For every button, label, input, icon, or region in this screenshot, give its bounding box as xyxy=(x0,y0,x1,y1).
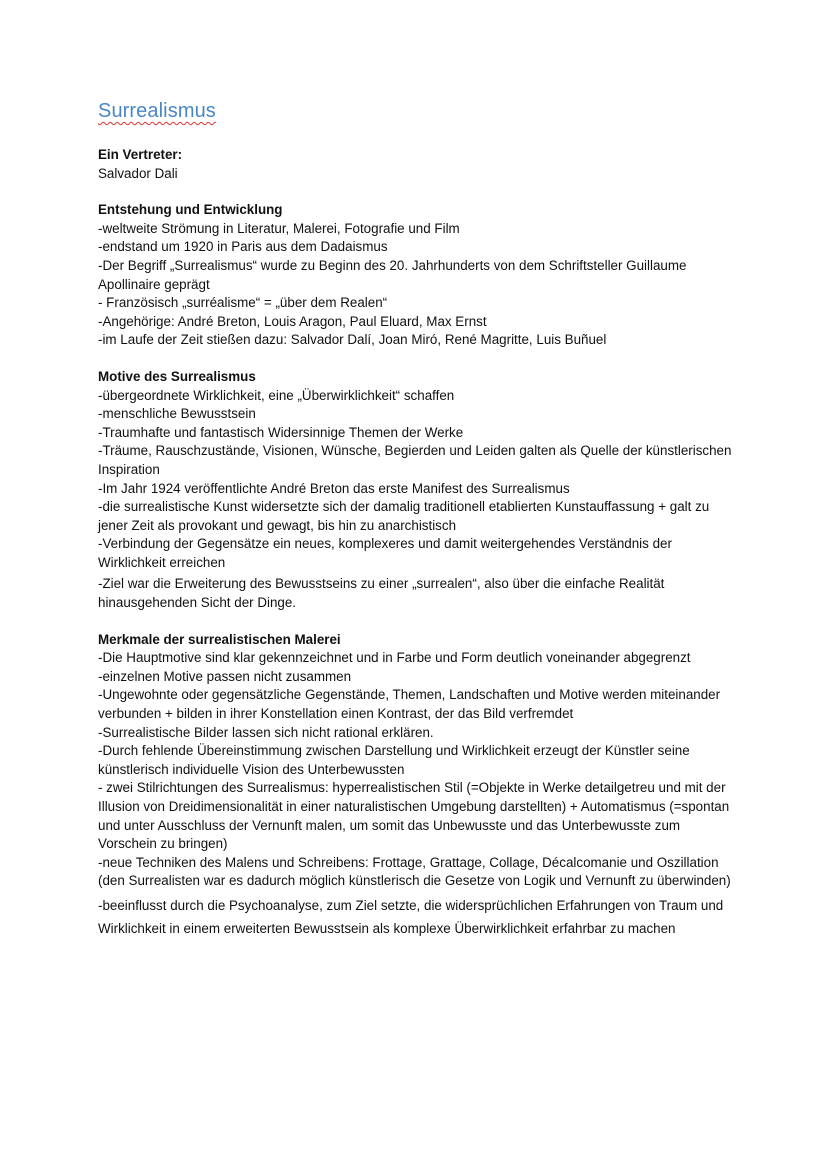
text-line: -Ziel war die Erweiterung des Bewusstseins zu einer „surrealen“, also über die einfache Realität hinausgehenden Sicht der Dinge. xyxy=(98,576,665,611)
section-heading: Merkmale der surrealistischen Malerei xyxy=(98,631,341,647)
text-line: -Ungewohnte oder gegensätzliche Gegenstände, Themen, Landschaften und Motive werden miteinander verbunden + bilden in ihrer Konstellation einen Kontrast, der das Bild verfremdet xyxy=(98,687,721,722)
text-line: Salvador Dali xyxy=(98,165,178,181)
section-vertreter xyxy=(98,146,738,183)
text-line: -Der Begriff „Surrealismus“ wurde zu Beginn des 20. Jahrhunderts von dem Schriftsteller Guillaume Apollinaire geprägt xyxy=(98,257,687,292)
section-motive xyxy=(98,368,738,613)
text-line: -Träume, Rauschzustände, Visionen, Wünsche, Begierden und Leiden galten als Quelle der künstlerischen Inspiration xyxy=(98,443,732,477)
final-paragraph xyxy=(98,894,738,941)
text-line: -Durch fehlende Übereinstimmung zwischen Darstellung und Wirklichkeit erzeugt der Künstler seine künstlerisch individuelle Vision des Unterbewussten xyxy=(98,743,690,777)
document-body xyxy=(98,146,738,959)
text-line: -die surrealistische Kunst widersetzte sich der damalig traditionell etablierten Kunstauffassung + galt zu jener Zeit als provokant und gewagt, bis hin zu anarchistisch xyxy=(98,499,710,533)
section-heading: Ein Vertreter: xyxy=(98,147,183,162)
text-line: -weltweite Strömung in Literatur, Malerei, Fotografie und Film xyxy=(98,220,460,236)
text-line: -Surrealistische Bilder lassen sich nicht rational erklären. xyxy=(98,724,434,740)
text-line: -Im Jahr 1924 veröffentlichte André Breton das erste Manifest des Surrealismus xyxy=(98,480,570,496)
section-heading: Motive des Surrealismus xyxy=(98,368,256,384)
text-line: -beeinflusst durch die Psychoanalyse, zum Ziel setzte, die widersprüchlichen Erfahrungen von Traum und Wirklichkeit in einem erweiterten Bewusstsein als komplexe Überwirklichkeit erfahrbar zu machen xyxy=(98,897,724,937)
text-line: -endstand um 1920 in Paris aus dem Dadaismus xyxy=(98,239,388,255)
text-line: -Die Hauptmotive sind klar gekennzeichnet und in Farbe und Form deutlich voneinander abgegrenzt xyxy=(98,650,691,666)
text-line: -einzelnen Motive passen nicht zusammen xyxy=(98,668,352,684)
text-line: -Verbindung der Gegensätze ein neues, komplexeres und damit weitergehendes Verständnis der Wirklichkeit erreichen xyxy=(98,536,672,570)
text-line: -neue Techniken des Malens und Schreibens: Frottage, Grattage, Collage, Décalcomanie und Oszillation (den Surrealisten war es dadurch möglich künstlerisch die Gesetze von Logik und Vernunft zu überwinden) xyxy=(98,854,731,889)
text-line: -menschliche Bewusstsein xyxy=(98,406,256,422)
text-line: -im Laufe der Zeit stießen dazu: Salvador Dalí, Joan Miró, René Magritte, Luis Buñuel xyxy=(98,332,607,348)
text-line: - zwei Stilrichtungen des Surrealismus: hyperrealistischen Stil (=Objekte in Werke detailgetreu und mit der Illusion von Dreidimensionalität in einer naturalistischen Umgebung darstellten) + Automatismus (=spontan und unter Ausschluss der Vernunft malen, um somit das Unbewusste und das Unterbewusste zum Vorschein zu bringen) xyxy=(98,780,730,852)
section-entstehung xyxy=(98,201,738,350)
text-line: - Französisch „surréalisme“ = „über dem Realen“ xyxy=(98,295,388,311)
section-heading: Entstehung und Entwicklung xyxy=(98,202,283,218)
text-line: -übergeordnete Wirklichkeit, eine „Überwirklichkeit“ schaffen xyxy=(98,387,455,403)
page-title: Surrealismus xyxy=(98,100,216,122)
section-merkmale xyxy=(98,631,738,941)
text-line: -Angehörige: André Breton, Louis Aragon, Paul Eluard, Max Ernst xyxy=(98,313,487,329)
text-line: -Traumhafte und fantastisch Widersinnige Themen der Werke xyxy=(98,424,464,440)
